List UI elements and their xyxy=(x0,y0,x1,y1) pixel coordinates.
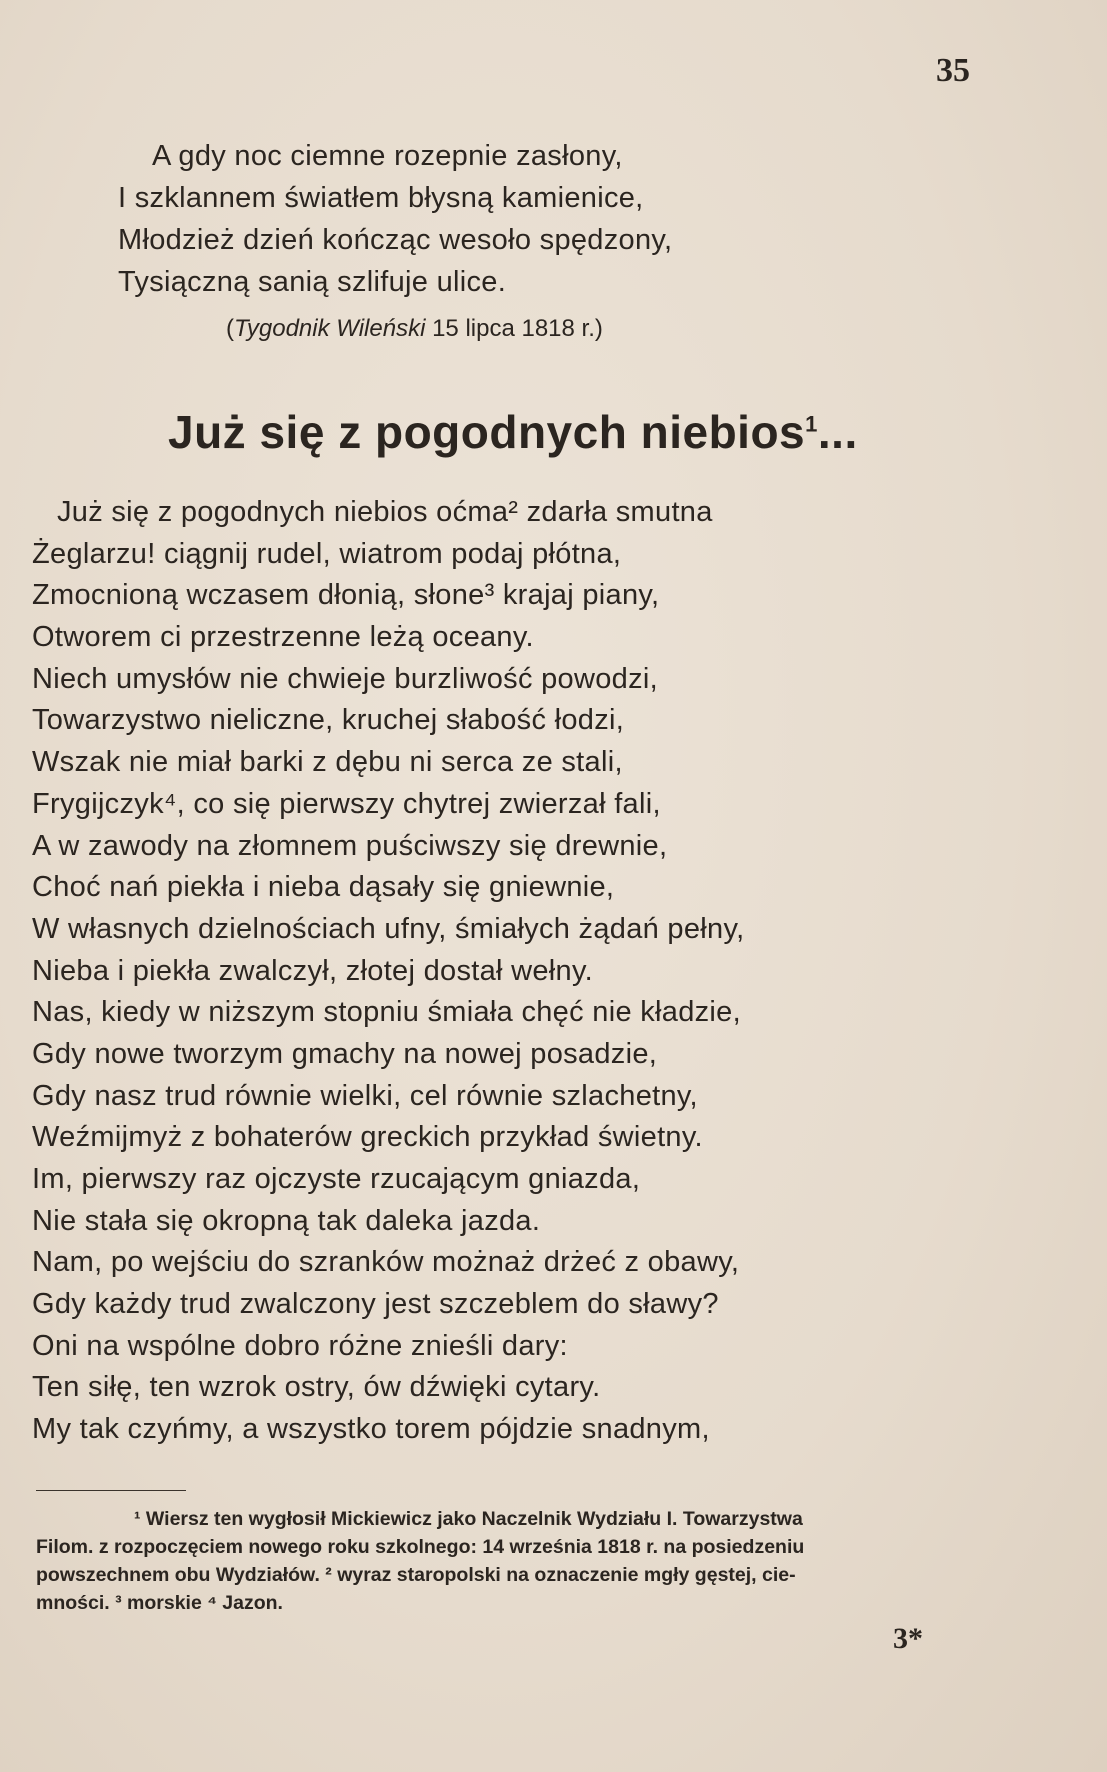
intro-line: I szklannem światłem błysną kamienice, xyxy=(118,182,644,214)
footnote-divider xyxy=(36,1490,186,1491)
poem-title xyxy=(168,405,858,459)
poem-line: Towarzystwo nieliczne, kruchej słabość łodzi, xyxy=(32,704,625,737)
poem-line: Choć nań piekła i nieba dąsały się gniewnie, xyxy=(32,871,615,904)
poem-title-text: Już się z pogodnych niebios xyxy=(168,406,806,458)
poem-line: Nam, po wejściu do szranków możnaż drżeć z obawy, xyxy=(32,1246,740,1279)
intro-line: Tysiączną sanią szlifuje ulice. xyxy=(118,266,507,298)
footnote-line: powszechnem obu Wydziałów. ² wyraz staropolski na oznaczenie mgły gęstej, cie- xyxy=(36,1564,796,1586)
poem-line: Frygijczyk⁴, co się pierwszy chytrej zwierzał fali, xyxy=(32,787,661,820)
intro-line: Młodzież dzień kończąc wesoło spędzony, xyxy=(118,224,673,256)
poem-line: Nas, kiedy w niższym stopniu śmiała chęć nie kładzie, xyxy=(32,996,741,1029)
poem-line: Weźmijmyż z bohaterów greckich przykład świetny. xyxy=(32,1121,703,1154)
poem-line: Gdy nasz trud równie wielki, cel równie szlachetny, xyxy=(32,1079,698,1112)
poem-line: Nieba i piekła zwalczył, złotej dostał wełny. xyxy=(32,954,593,987)
poem-line: Gdy nowe tworzym gmachy na nowej posadzie, xyxy=(32,1037,658,1070)
footnote-line: ¹ Wiersz ten wygłosił Mickiewicz jako Naczelnik Wydziału I. Towarzystwa xyxy=(134,1508,803,1530)
source-citation xyxy=(226,315,603,343)
poem-body xyxy=(32,492,1082,1451)
footnote-line: mności. ³ morskie ⁴ Jazon. xyxy=(36,1592,283,1614)
poem-line: Wszak nie miał barki z dębu ni serca ze stali, xyxy=(32,746,623,779)
page-number: 35 xyxy=(936,52,970,89)
poem-line: Otworem ci przestrzenne leżą oceany. xyxy=(32,621,534,654)
intro-line: A gdy noc ciemne rozepnie zasłony, xyxy=(152,140,623,172)
source-open: ( xyxy=(226,315,234,342)
footnote-line: Filom. z rozpoczęciem nowego roku szkolnego: 14 września 1818 r. na posiedzeniu xyxy=(36,1536,805,1558)
poem-line: Już się z pogodnych niebios oćma² zdarła smutna xyxy=(57,496,713,528)
poem-line: Ten siłę, ten wzrok ostry, ów dźwięki cytary. xyxy=(32,1371,601,1404)
poem-line: Im, pierwszy raz ojczyste rzucającym gniazda, xyxy=(32,1163,641,1195)
poem-line: A w zawody na złomnem puściwszy się drewnie, xyxy=(32,829,668,862)
poem-line: Żeglarzu! ciągnij rudel, wiatrom podaj płótna, xyxy=(32,537,622,570)
signature-mark: 3* xyxy=(893,1622,923,1655)
poem-line: W własnych dzielnościach ufny, śmiałych żądań pełny, xyxy=(32,912,745,945)
poem-line: Oni na wspólne dobro różne znieśli dary: xyxy=(32,1329,568,1362)
poem-line: Gdy każdy trud zwalczony jest szczeblem do sławy? xyxy=(32,1288,719,1321)
source-journal: Tygodnik Wileński xyxy=(234,315,426,342)
source-date: 15 lipca 1818 r.) xyxy=(432,315,603,342)
poem-line: Zmocnioną wczasem dłonią, słone³ krajaj piany, xyxy=(32,579,660,612)
poem-title-ellipsis: ... xyxy=(817,406,858,458)
poem-title-footnote-mark: 1 xyxy=(805,411,818,437)
footnotes xyxy=(36,1505,996,1617)
poem-line: Nie stała się okropną tak daleka jazda. xyxy=(32,1204,541,1237)
poem-line: My tak czyńmy, a wszystko torem pójdzie snadnym, xyxy=(32,1413,710,1446)
poem-line: Niech umysłów nie chwieje burzliwość powodzi, xyxy=(32,662,658,695)
